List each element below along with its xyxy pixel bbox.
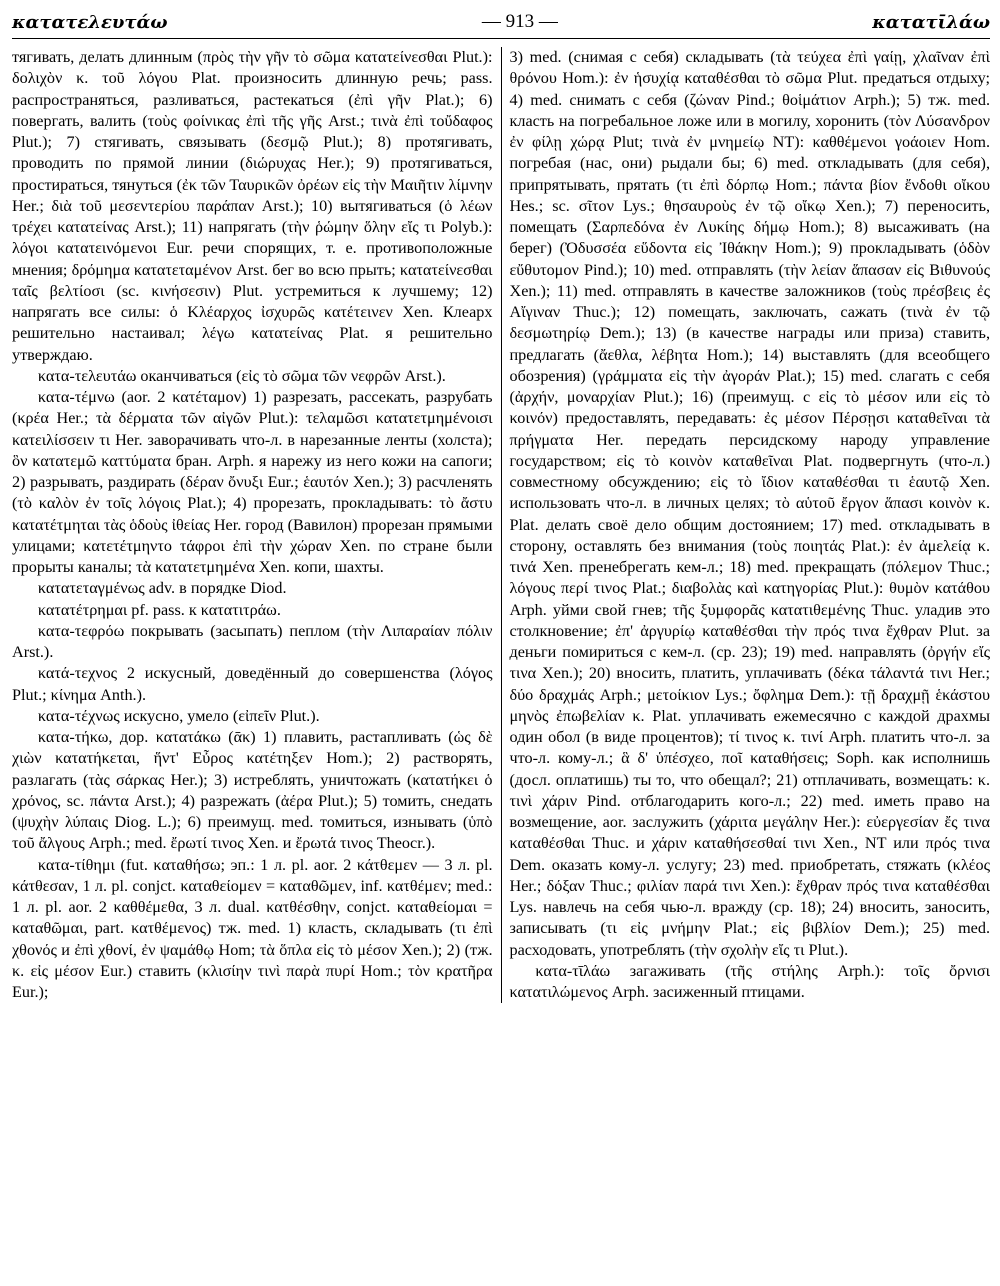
entry-continuation: 3) med. (снимая с себя) складывать (τὰ τεύχεα ἐπὶ γαίῃ, χλαῖναν ἐπὶ θρόνου Hom.): ἐν ἡσυχίᾳ καταθέσθαι τὸ σῶμα Plut. предаться отдыху; 4) med. снимать с себя (ζώναν Pind.; θοἱμάτιον Arph.); 5) тж. med. класть на погребальное ложе или в могилу, хоронить (τὸν Λύσανδρον ἐν φίλῃ χώρᾳ Plut; τινὰ ἐν μνημείῳ NT): καθθέμενοι γοάοιεν Hom. погребая (нас, они) рыдали бы; 6) med. откладывать (для себя), припрятывать, прятать (τι ἐπὶ δόρπῳ Hom.; πάντα βίον ἔνδοθι οἴκου Hes.; sc. σῖτον Lys.; θησαυροὺς ἐν τῷ οἴκῳ Xen.); 7) переносить, помещать (Σαρπεδόνα ἐν Λυκίης δήμῳ Hom.); 8) высаживать (на берег) (Ὀδυσσέα εὕδοντα εἰς Ἰθάκην Hom.); 9) прокладывать (ὁδὸν εὔθυτομον Pind.); 10) med. отправлять (τὴν λείαν ἅπασαν εἰς Βιθυνούς Xen.); 11) med. отправлять в качестве заложников (τοὺς πρέσβεις ἐς Αἴγιναν Thuc.); 12) помещать, заключать, сажать (τινὰ ἐν τῷ δεσμωτηρίῳ Dem.); 13) (в качестве награды или приза) ставить, предлагать (ἄεθλα, λέβητα Hom.); 14) выставлять (для всеобщего обозрения) (γράμματα εἰς τὴν ἀγοράν Plat.); 15) med. слагать с себя (ἀρχήν, μοναρχίαν Plut.); 16) (преимущ. с εἰς τὸ μέσον или εἰς τὸ κοινόν) предоставлять, передавать: ἐς μέσον Πέρσῃσι καταθεῖναι τὰ πρήγματα Her. передать персидскому народу управление государством; εἰς τὸ κοινὸν καταθεῖναι Plat. подвергнуть (что-л.) совместному обсуждению; εἰς τὸ ἴδιον καταθέσθαι τι ἑαυτῷ Xen. использовать что-л. в личных целях; τὸ αὑτοῦ ἔργον ἅπασι κοινὸν κ. Plat. делать своё дело общим достоянием; 17) med. откладывать в сторону, оставлять без внимания (τοὺς ποιητάς Plat.): ἐν ἀμελείᾳ κ. τινά Xen. пренебрегать кем-л.; 18) med. прекращать (πόλεμον Thuc.; λόγους περί τινος Plat.; διαβολὰς καὶ κατηγορίας Plut.): θυμὸν κατάθου Arph. уйми свой гнев; τῆς ξυμφορᾶς κατατιθεμένης Thuc. уладив это столкновение; ἐπ' ἀργυρίῳ καταθέσθαι τὴν πρός τινα ἔχθραν Plut. за деньги помириться с кем-л. (ср. 23); 19) med. направлять (ὀργήν εἴς τινα Xen.); 20) вносить, платить, уплачивать (δέκα τάλαντά τινι Her.; δύο δραχμάς Arph.; μετοίκιον Lys.; ὄφλημα Dem.): τῇ δραχμῇ ἑκάστου μηνὸς ἐπωβελίαν κ. Plat. уплачивать ежемесячно с каждой драхмы один обол (в виде процентов); τί τινος κ. τινί Arph. платить что-л. за что-л. кому-л.; ἃ δ' ὑπέσχεο, ποῖ καταθήσεις; Soph. как исполнишь (досл. оплатишь) ты то, что обещал?; 21) отплачивать, возмещать: κ. τινὶ χάριν Pind. отблагодарить кого-л.; 22) med. иметь право на возмещение, aor. заслужить (χάριτα μεγάλην Her.): εὐεργεσίαν ἔς τινα καταθέσθαι Thuc. и χάριν καταθήσεσθαί τινι Xen., NT или πρός τινα Dem. оказать кому-л. услугу; 23) med. приобретать, стяжать (κλέος Her.; δόξαν Thuc.; φιλίαν παρά τινι Xen.): ἔχθραν πρός τινα καταθέσθαι Lys. навлечь на себя чью-л. вражду (ср. 18); 24) вносить, заносить, записывать (τι εἰς μνήμην Plat.; εἰς βιβλίον Dem.); 25) med. расходовать, употреблять (τὴν σχολὴν εἴς τι Plut.). <box>509 48 990 959</box>
page-header <box>12 6 990 39</box>
dictionary-entry: κατα-τέμνω (aor. 2 κατέταμον) 1) разрезать, рассекать, разрубать (κρέα Her.; τὰ δέρματα τῶν αἰγῶν Plut.): τελαμῶσι κατατετμημένοισι κατειλίσσειν τι Her. заворачивать что-л. в нарезанные ленты (холста); ὃν κατατεμῶ καττύματα бран. Arph. я нарежу из него кожи на сапоги; 2) разрывать, раздирать (δέραν ὄνυξι Eur.; ἑαυτόν Xen.); 3) расчленять (τὸ καλὸν ἐν τοῖς λόγοις Plat.); 4) прорезать, прокладывать: τὸ ἄστυ κατατέτμηται τὰς ὁδοὺς ἰθείας Her. город (Вавилон) прорезан прямыми улицами; κατετέτμηντο τάφροι ἐπὶ τὴν χώραν Xen. по стране были прорыты каналы; τὰ κατατετμημένα Xen. копи, шахты. <box>12 388 493 576</box>
left-column <box>12 47 502 1003</box>
dictionary-entry: κατά-τεχνος 2 искусный, доведённый до совершенства (λόγος Plut.; κίνημα Anth.). <box>12 664 493 704</box>
two-column-body <box>12 47 990 1003</box>
right-running-headword: κατατῑλάω <box>872 11 990 33</box>
right-column <box>502 47 991 1003</box>
dictionary-entry: κατα-τίθημι (fut. καταθήσω; эп.: 1 л. pl. aor. 2 κάτθεμεν — 3 л. pl. κάτθεσαν, 1 л. pl. conjct. καταθείομεν = καταθῶμεν, inf. κατθέμεν; med.: 1 л. pl. aor. 2 καθθέμεθα, 3 л. dual. κατθέσθην, conjct. καταθείομαι = καταθῶμαι, part. κατθέμενος) тж. med. 1) класть, складывать (τι ἐπὶ χθονός и ἐπὶ χθονί, ἐν ψαμάθῳ Hom; τὰ ὅπλα εἰς τὸ μέσον Xen.); 2) (тж. κ. εἰς μέσον Eur.) ставить (κλισίην τινὶ παρὰ πυρί Hom.; τὸν κρατῆρα Eur.); <box>12 855 493 1001</box>
entry-continuation: тягивать, делать длинным (πρὸς τὴν γῆν τὸ σῶμα κατατείνεσθαι Plut.): δολιχὸν κ. τοῦ λόγου Plat. произносить длинную речь; pass. распространяться, разливаться, растекаться (ἐπὶ γῆν Plat.); 6) повергать, валить (τοὺς φοίνικας ἐπὶ τῆς γῆς Arst.; τινὰ ἐπὶ τοὔδαφος Plut.); 7) стягивать, связывать (δεσμῷ Plut.); 8) протягивать, проводить по прямой линии (διώρυχας Her.); 9) протягиваться, простираться, тянуться (ἐκ τῶν Ταυρικῶν ὀρέων εἰς τὴν Μαιῆτιν λίμνην Her.; διὰ τοῦ μεσεντερίου παράπαν Arst.); 10) вытягиваться (ὁ λέων τρέχει κατατείνας Arst.); 11) напрягать (τὴν ῥώμην ὅλην εἴς τι Polyb.): λόγοι κατατεινόμενοι Eur. речи спорящих, т. е. противоположные мнения; δρόμημα κατατεταμένον Arst. бег во всю прыть; κατατείνεσθαι ταῖς βελτίοσι (sc. κινήσεσιν) Plut. устремиться к лучшему; 12) напрягать все силы: ὁ Κλέαρχος ἰσχυρῶς κατέτεινεν Xen. Клеарх решительно настаивал; λέγω κατατείνας Plat. я решительно утверждаю. <box>12 48 493 364</box>
dictionary-entry: κατα-τελευτάω оканчиваться (εἰς τὸ σῶμα τῶν νεφρῶν Arst.). <box>37 366 446 385</box>
left-running-headword: κατατελευτάω <box>12 11 168 33</box>
dictionary-entry: κατα-τήκω, дор. κατατάκω (ᾱκ) 1) плавить, растапливать (ὡς δὲ χιὼν κατατήκεται, ἥντ' Εὖρος κατέτηξεν Hom.); 2) растворять, разлагать (τὰς σάρκας Her.); 3) истреблять, уничтожать (κατατήκει ὁ χρόνος, sc. πάντα Arst.); 4) разрежать (ἀέρα Plut.); 5) томить, снедать (ψυχὴν λύπαις Diog. L.); 6) преимущ. med. томиться, изнывать (ὑπὸ τοῦ ἄλγους Arph.; med. ἔρωτί τινος Xen. и ἔρωτά τινος Theocr.). <box>12 728 493 853</box>
dictionary-entry: κατα-τέχνως искусно, умело (εἰπεῖν Plut.). <box>37 706 320 725</box>
dictionary-entry: κατα-τεφρόω покрывать (засыпать) пеплом (τὴν Λιπαραίαν πόλιν Arst.). <box>12 621 493 661</box>
dictionary-entry: κατα-τῑλάω загаживать (τῆς στήλης Arph.): τοῖς ὄρνισι κατατιλώμενος Arph. засиженный птицами. <box>509 961 990 1001</box>
page-number: — 913 — <box>481 11 558 32</box>
dictionary-entry: κατατέτρημαι pf. pass. к κατατιτράω. <box>37 600 281 619</box>
dictionary-entry: κατατεταγμένως adv. в порядке Diod. <box>37 579 287 598</box>
